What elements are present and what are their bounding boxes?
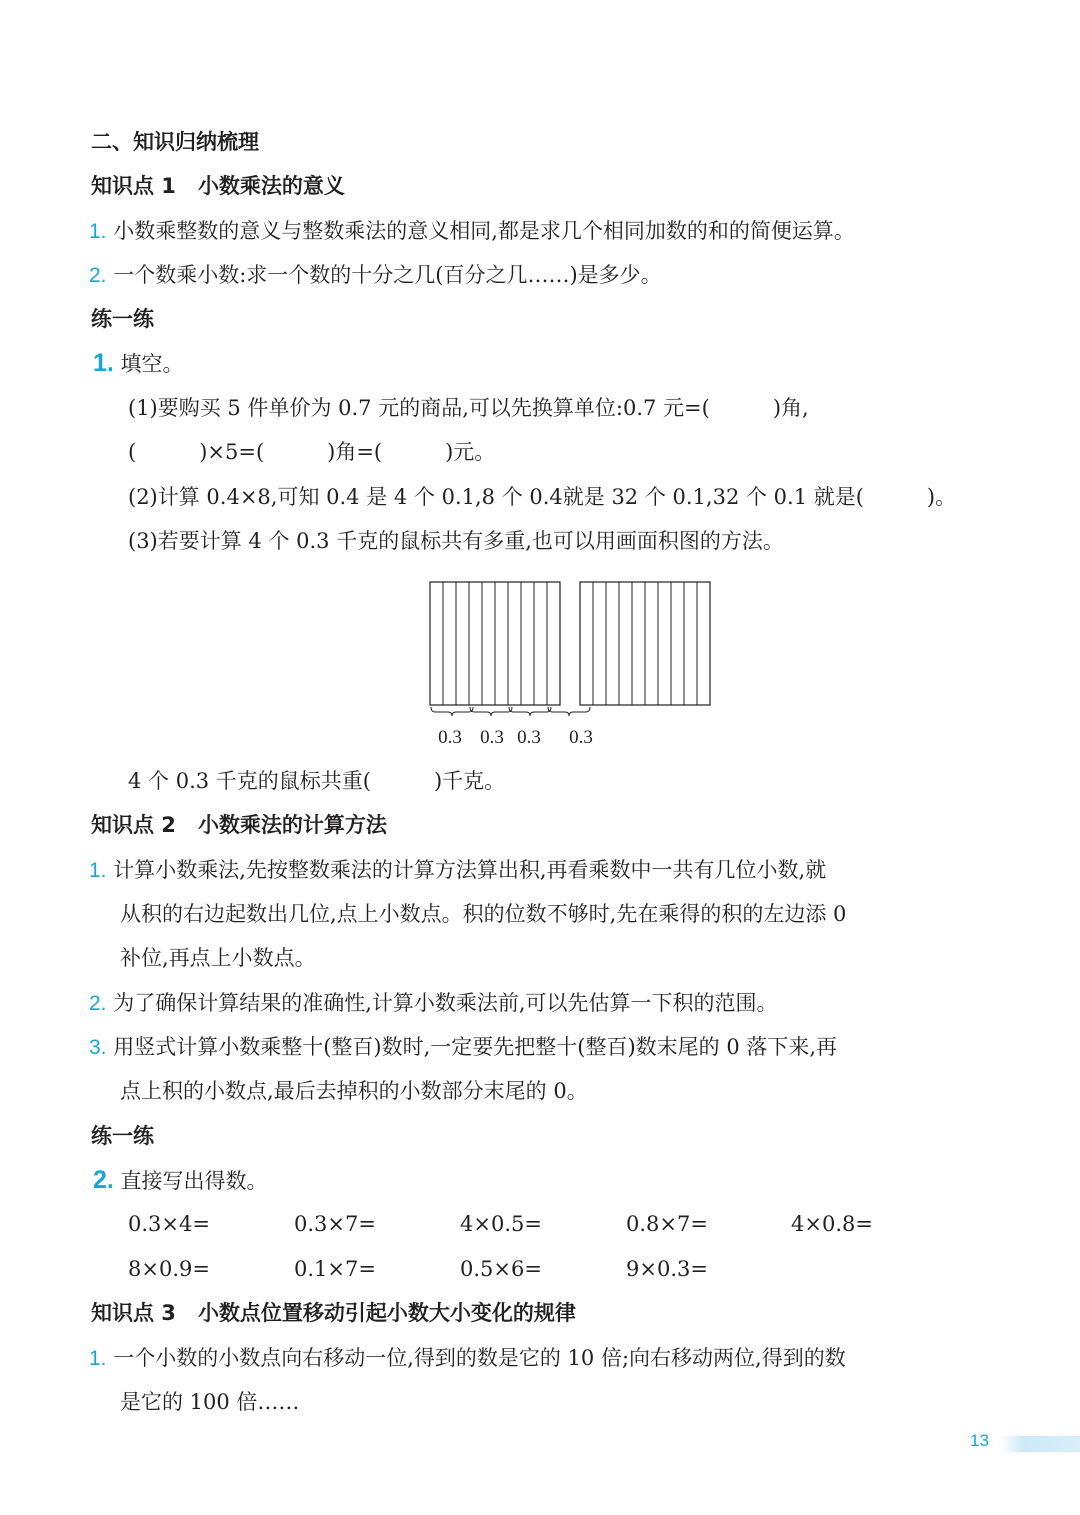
item-number: 3.: [89, 1036, 107, 1059]
item-number: 1.: [89, 859, 107, 882]
kp2-item-1-line2: 从积的右边起数出几位,点上小数点。积的位数不够时,先在乘得的积的左边添 0: [120, 902, 847, 926]
q1-sub3: (3)若要计算 4 个 0.3 千克的鼠标共有多重,也可以用画面积图的方法。: [128, 529, 784, 553]
figure-label: 0.3: [569, 727, 593, 748]
item-text: 用竖式计算小数乘整十(整百)数时,一定要先把整十(整百)数末尾的 0 落下来,再: [113, 1035, 838, 1059]
page-number: 13: [970, 1431, 989, 1450]
section-title: 二、知识归纳梳理: [91, 130, 259, 154]
calc-item: 0.1×7=: [294, 1257, 376, 1281]
kp2-item-2: [89, 989, 778, 1018]
area-model-figure: [420, 575, 720, 759]
kp1-heading: [91, 172, 345, 200]
figure-label: 0.3: [438, 727, 462, 748]
kp2-item-1-line3: 补位,再点上小数点。: [120, 946, 316, 970]
figure-label: 0.3: [517, 727, 541, 748]
practice1-label: 练一练: [91, 307, 154, 331]
item-number: 2.: [89, 992, 107, 1015]
q1-number: 1.: [93, 349, 114, 377]
q2-number: 2.: [93, 1166, 114, 1194]
item-number: 2.: [89, 264, 107, 287]
q1-sub1-line2: ( )×5=( )角=( )元。: [128, 440, 496, 464]
figure-label: 0.3: [480, 727, 504, 748]
kp2-item-3: [89, 1033, 837, 1062]
brace: [548, 707, 590, 716]
calc-item: 0.8×7=: [626, 1212, 708, 1236]
item-text: 小数乘整数的意义与整数乘法的意义相同,都是求几个相同加数的和的简便运算。: [113, 219, 855, 243]
brace: [431, 707, 473, 716]
item-text: 一个数乘小数:求一个数的十分之几(百分之几……)是多少。: [113, 263, 662, 287]
kp3-item-1: [89, 1344, 846, 1373]
item-number: 1.: [89, 220, 107, 243]
brace-group: [431, 707, 590, 716]
kp1-item-2: [89, 261, 662, 290]
item-text: 一个小数的小数点向右移动一位,得到的数是它的 10 倍;向右移动两位,得到的数: [113, 1346, 846, 1370]
kp3-title: 小数点位置移动引起小数大小变化的规律: [197, 1301, 576, 1325]
item-number: 1.: [89, 1347, 107, 1370]
area-model-svg: [420, 575, 720, 755]
q1-sub1-line1: (1)要购买 5 件单价为 0.7 元的商品,可以先换算单位:0.7 元=( )角,: [128, 396, 809, 420]
page-number-bar: [1000, 1436, 1080, 1452]
calc-item: 8×0.9=: [128, 1257, 210, 1281]
kp3-heading: [91, 1299, 576, 1327]
q1-header: [93, 349, 184, 378]
q1-answer-line: 4 个 0.3 千克的鼠标共重( )千克。: [128, 769, 506, 793]
kp1-item-1: [89, 217, 855, 246]
calc-item: 0.3×7=: [294, 1212, 376, 1236]
q2-text: 直接写出得数。: [120, 1169, 268, 1193]
q1-sub2: (2)计算 0.4×8,可知 0.4 是 4 个 0.1,8 个 0.4就是 32 个 0.1,32 个 0.1 就是( )。: [128, 485, 957, 509]
calc-item: 0.3×4=: [128, 1212, 210, 1236]
kp2-title: 小数乘法的计算方法: [197, 813, 387, 837]
calc-item: 0.5×6=: [460, 1257, 542, 1281]
kp2-label: 知识点 2: [91, 813, 176, 837]
calc-item: 4×0.5=: [460, 1212, 542, 1236]
q2-header: [93, 1166, 268, 1195]
calc-item: 9×0.3=: [626, 1257, 708, 1281]
kp3-item-1-line2: 是它的 100 倍……: [120, 1390, 300, 1414]
kp1-label: 知识点 1: [91, 174, 176, 198]
q1-text: 填空。: [120, 352, 184, 376]
calc-item: 4×0.8=: [791, 1212, 873, 1236]
practice2-label: 练一练: [91, 1124, 154, 1148]
item-text: 为了确保计算结果的准确性,计算小数乘法前,可以先估算一下积的范围。: [113, 991, 778, 1015]
kp1-title: 小数乘法的意义: [197, 174, 345, 198]
item-text: 计算小数乘法,先按整数乘法的计算方法算出积,再看乘数中一共有几位小数,就: [113, 858, 827, 882]
brace: [470, 707, 512, 716]
kp3-label: 知识点 3: [91, 1301, 176, 1325]
brace: [509, 707, 551, 716]
kp2-item-3-line2: 点上积的小数点,最后去掉积的小数部分末尾的 0。: [120, 1079, 588, 1103]
kp2-heading: [91, 811, 387, 839]
kp2-item-1: [89, 856, 826, 885]
